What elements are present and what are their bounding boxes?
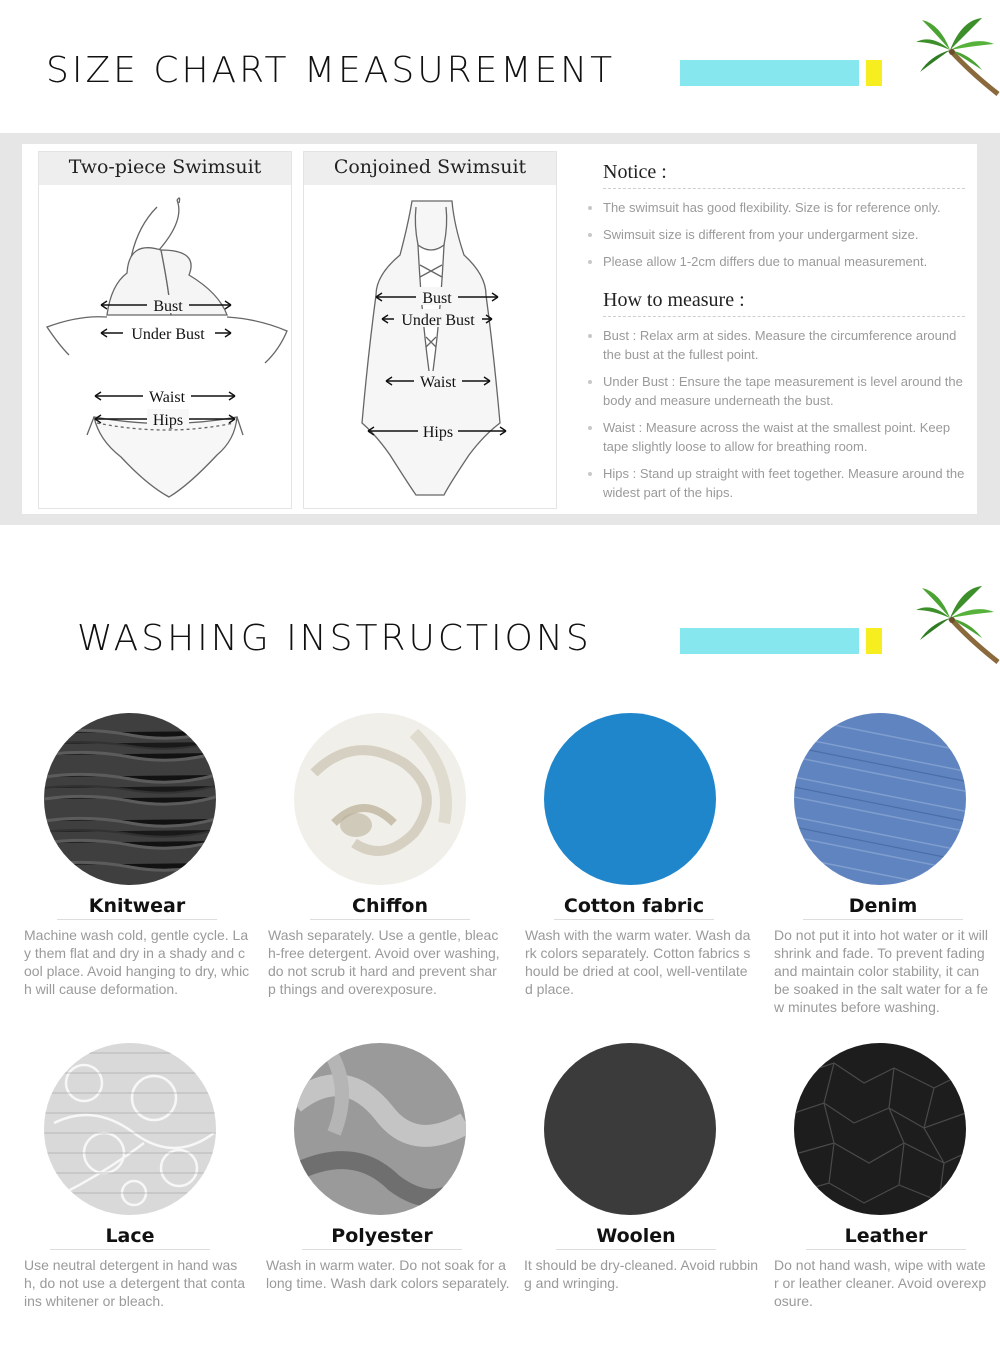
- how-to-measure-section: [603, 289, 965, 510]
- leather-swatch: [794, 1043, 966, 1215]
- how-to-item-under-bust: Under Bust : Ensure the tape measurement is level around the body and measure underneath the bust.: [603, 372, 965, 410]
- notice-section: [603, 161, 965, 279]
- two-piece-hips-label: Hips: [152, 412, 184, 429]
- two-piece-waist-label: Waist: [148, 389, 186, 406]
- lace-desc: Use neutral detergent in hand wash, do not use a detergent that contains whitener or bleach.: [24, 1257, 246, 1309]
- leather-name: Leather: [806, 1225, 966, 1250]
- notice-item: The swimsuit has good flexibility. Size is for reference only.: [603, 198, 965, 217]
- two-piece-under-bust-label: Under Bust: [131, 326, 205, 343]
- denim-swatch: [794, 713, 966, 885]
- washing-title: WASHING INSTRUCTIONS: [77, 618, 592, 659]
- conjoined-diagram: [304, 185, 556, 507]
- cotton-name: Cotton fabric: [554, 895, 714, 920]
- knitwear-desc: Machine wash cold, gentle cycle. Lay them flat and dry in a shady and cool place. Avoid hanging to dry, which will cause deformation.: [24, 927, 250, 997]
- two-piece-bust-label: Bust: [153, 298, 183, 315]
- knitwear-name: Knitwear: [57, 895, 217, 920]
- leather-desc: Do not hand wash, wipe with water or leather cleaner. Avoid overexposure.: [774, 1257, 987, 1309]
- notice-item: Swimsuit size is different from your undergarment size.: [603, 225, 965, 244]
- accent-bar-yellow: [866, 628, 882, 654]
- cotton-swatch: [544, 713, 716, 885]
- conjoined-under-bust-label: Under Bust: [401, 312, 475, 329]
- accent-bar-yellow: [866, 60, 882, 86]
- conjoined-title: Conjoined Swimsuit: [304, 152, 556, 185]
- polyester-swatch: [294, 1043, 466, 1215]
- knitwear-swatch: [44, 713, 216, 885]
- how-to-item-waist: Waist : Measure across the waist at the smallest point. Keep tape slightly loose to allow for breathing room.: [603, 418, 965, 456]
- denim-name: Denim: [803, 895, 963, 920]
- chiffon-desc: Wash separately. Use a gentle, bleach-free detergent. Avoid over washing, do not scrub it hard and prevent sharp things and overexposure.: [268, 927, 500, 997]
- denim-desc: Do not put it into hot water or it will shrink and fade. To prevent fading and maintain color stability, it can be soaked in the salt water for a few minutes before washing.: [774, 927, 989, 1015]
- size-chart-title: SIZE CHART MEASUREMENT: [46, 50, 616, 91]
- woolen-swatch: [544, 1043, 716, 1215]
- lace-swatch: [44, 1043, 216, 1215]
- palm-tree-icon: [910, 580, 1000, 670]
- two-piece-diagram: [39, 185, 291, 507]
- accent-bar-cyan: [680, 60, 859, 86]
- two-piece-card: [38, 151, 292, 509]
- woolen-desc: It should be dry-cleaned. Avoid rubbing and wringing.: [524, 1257, 759, 1291]
- conjoined-bust-label: Bust: [422, 290, 452, 307]
- how-to-item-hips: Hips : Stand up straight with feet together. Measure around the widest part of the hips.: [603, 466, 965, 500]
- conjoined-hips-label: Hips: [422, 424, 454, 441]
- how-to-item-bust: Bust : Relax arm at sides. Measure the circumference around the bust at the fullest point.: [603, 326, 965, 364]
- conjoined-waist-label: Waist: [419, 374, 457, 391]
- cotton-desc: Wash with the warm water. Wash dark colors separately. Cotton fabrics should be dried at cool, well-ventilated place.: [525, 927, 751, 997]
- chiffon-name: Chiffon: [310, 895, 470, 920]
- palm-tree-icon: [910, 12, 1000, 102]
- woolen-name: Woolen: [556, 1225, 716, 1250]
- how-to-measure-heading: How to measure :: [603, 289, 965, 317]
- polyester-desc: Wash in warm water. Do not soak for a long time. Wash dark colors separately.: [266, 1257, 510, 1291]
- two-piece-title: Two-piece Swimsuit: [39, 152, 291, 185]
- polyester-name: Polyester: [302, 1225, 462, 1250]
- notice-item: Please allow 1-2cm differs due to manual measurement.: [603, 252, 965, 271]
- conjoined-card: [303, 151, 557, 509]
- notice-heading: Notice :: [603, 161, 965, 189]
- lace-name: Lace: [50, 1225, 210, 1250]
- chiffon-swatch: [294, 713, 466, 885]
- accent-bar-cyan: [680, 628, 859, 654]
